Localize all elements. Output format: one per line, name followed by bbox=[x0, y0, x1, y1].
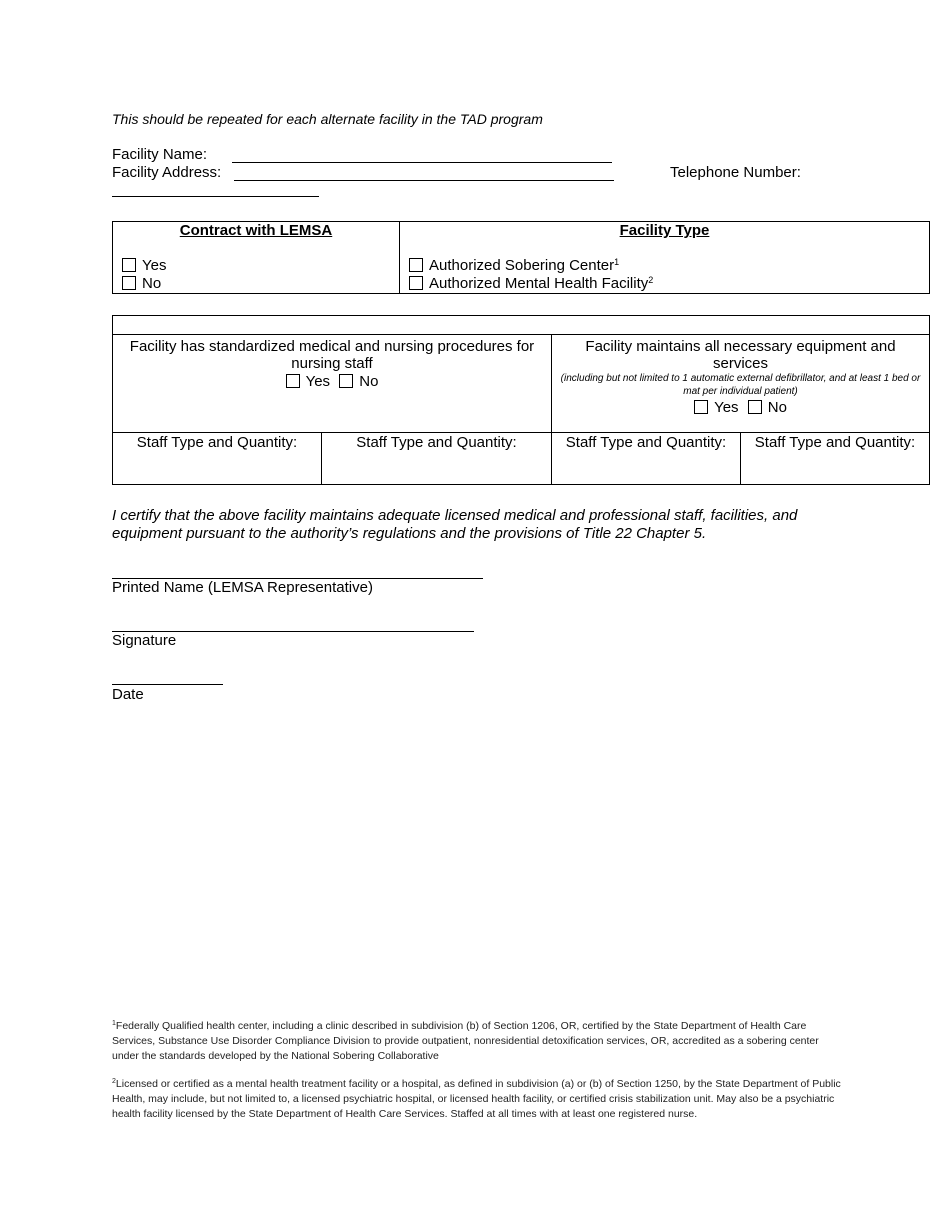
footnote-1 bbox=[112, 1019, 847, 1064]
staff-header-3: Staff Type and Quantity: bbox=[565, 434, 727, 451]
equipment-cell bbox=[552, 335, 930, 433]
mental-health-checkbox[interactable] bbox=[409, 276, 423, 290]
staff-header-1: Staff Type and Quantity: bbox=[136, 434, 298, 451]
facility-name-label: Facility Name: bbox=[112, 146, 208, 163]
signature-label: Signature bbox=[112, 632, 177, 649]
sobering-center-checkbox[interactable] bbox=[409, 258, 423, 272]
procedures-yes-label: Yes bbox=[305, 373, 331, 390]
date-label: Date bbox=[112, 686, 144, 703]
contract-no-option[interactable] bbox=[113, 275, 399, 293]
capabilities-blank-row bbox=[113, 316, 930, 335]
staff-cell-4[interactable] bbox=[741, 433, 930, 485]
facility-address-label: Facility Address: bbox=[112, 164, 222, 181]
footnote-mark-2: 2 bbox=[648, 275, 654, 285]
footnote-mark-1: 1 bbox=[614, 257, 620, 267]
staff-cell-1[interactable] bbox=[113, 433, 322, 485]
sobering-center-option[interactable] bbox=[400, 257, 929, 275]
mental-health-option[interactable] bbox=[400, 275, 929, 293]
sobering-center-label: Authorized Sobering Center bbox=[429, 257, 615, 274]
contract-cell bbox=[113, 222, 400, 294]
date-line[interactable] bbox=[112, 684, 223, 685]
contract-yes-label: Yes bbox=[142, 257, 167, 274]
equipment-no-checkbox[interactable] bbox=[748, 400, 762, 414]
facility-address-line[interactable] bbox=[234, 180, 614, 181]
contract-no-checkbox[interactable] bbox=[122, 276, 136, 290]
equipment-yes-checkbox[interactable] bbox=[694, 400, 708, 414]
equipment-text: Facility maintains all necessary equipment and services bbox=[585, 338, 896, 372]
staff-header-4: Staff Type and Quantity: bbox=[754, 434, 916, 451]
equipment-yes-label: Yes bbox=[714, 399, 739, 416]
footnote-1-mark: 1 bbox=[112, 1020, 116, 1027]
footnote-2-text: Licensed or certified as a mental health treatment facility or a hospital, as defined in subdivision (a) or (b) of Section 1250, by the State Department of Public Health, may include, but not limited to, a licensed psychiatric hospital, or licensed health facility, or certified crisis stabilization unit. May also be a psychiatric health facility licensed by the State Department of Health Care Services. Staffed at all times with at least one registered nurse. bbox=[112, 1078, 841, 1120]
facility-type-cell bbox=[400, 222, 930, 294]
staff-header-2: Staff Type and Quantity: bbox=[356, 434, 517, 451]
footnote-1-text: Federally Qualified health center, including a clinic described in subdivision (b) of Section 1206, OR, certified by the State Department of Health Care Services, Substance Use Disorder Compliance Division to provide outpatient, nonresidential detoxification services, OR, accredited as a sobering center under the standards developed by the National Sobering Collaborative bbox=[112, 1020, 819, 1062]
contract-no-label: No bbox=[142, 275, 162, 292]
facility-type-header: Facility Type bbox=[619, 222, 710, 239]
contract-facility-table bbox=[112, 221, 930, 294]
facility-name-line[interactable] bbox=[232, 162, 612, 163]
contract-yes-checkbox[interactable] bbox=[122, 258, 136, 272]
intro-note: This should be repeated for each alternate facility in the TAD program bbox=[112, 111, 543, 127]
printed-name-label: Printed Name (LEMSA Representative) bbox=[112, 579, 373, 596]
telephone-line[interactable] bbox=[112, 196, 319, 197]
telephone-label: Telephone Number: bbox=[670, 164, 801, 181]
procedures-yes-checkbox[interactable] bbox=[286, 374, 300, 388]
contract-header: Contract with LEMSA bbox=[179, 222, 333, 239]
footnote-2-mark: 2 bbox=[112, 1078, 116, 1085]
equipment-note: (including but not limited to 1 automatic external defibrillator, and at least 1 bed or mat per individual patient) bbox=[560, 373, 921, 397]
certification-statement: I certify that the above facility maintains adequate licensed medical and professional staff, facilities, and equipment pursuant to the authority’s regulations and the provisions of Title 22 Chapter 5. bbox=[112, 507, 798, 542]
procedures-text: Facility has standardized medical and nursing procedures for nursing staff bbox=[129, 338, 535, 372]
mental-health-label: Authorized Mental Health Facility bbox=[429, 275, 649, 292]
capabilities-table bbox=[112, 315, 930, 485]
procedures-no-checkbox[interactable] bbox=[339, 374, 353, 388]
procedures-cell bbox=[113, 335, 552, 433]
staff-cell-2[interactable] bbox=[322, 433, 552, 485]
footnote-2 bbox=[112, 1077, 847, 1122]
contract-yes-option[interactable] bbox=[113, 257, 399, 275]
procedures-no-label: No bbox=[359, 373, 379, 390]
equipment-no-label: No bbox=[767, 399, 787, 416]
staff-cell-3[interactable] bbox=[552, 433, 741, 485]
